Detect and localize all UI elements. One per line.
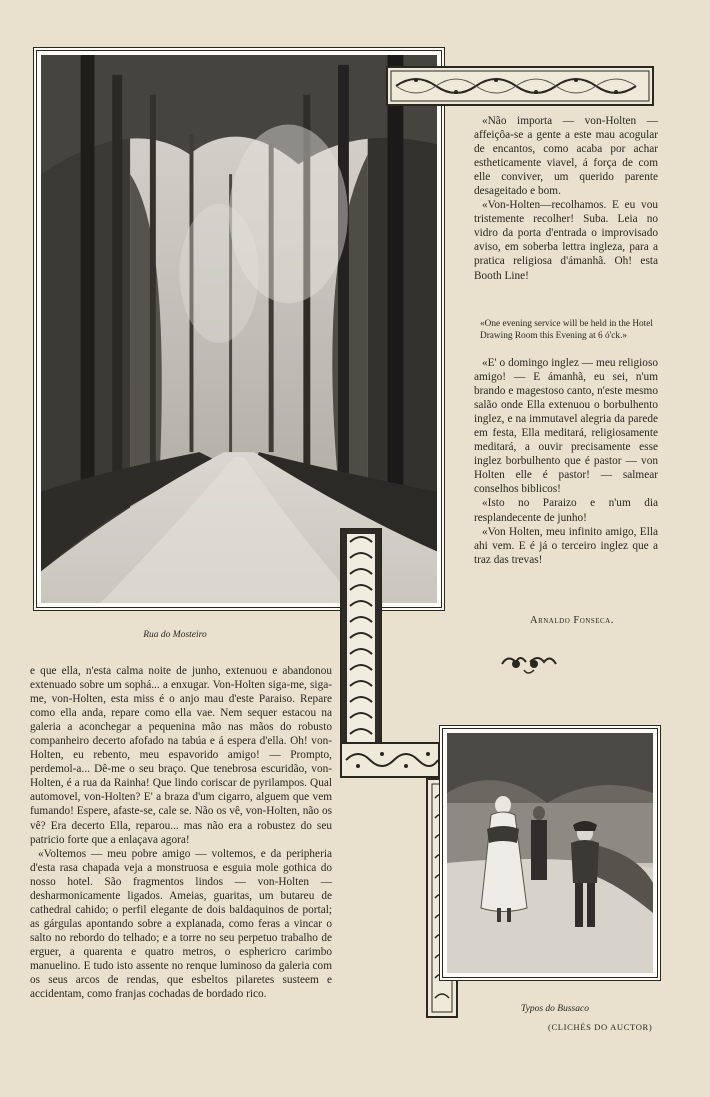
caption-bottom-photo: Typos do Bussaco xyxy=(521,1004,589,1014)
author-signature: Arnaldo Fonseca. xyxy=(530,615,614,626)
paragraph: «Von Holten, meu infinito amigo, Ella ahi vem. E é já o terceiro inglez que a traz das trevas! xyxy=(474,525,658,566)
ornament-top-banner xyxy=(386,66,654,106)
paragraph: «Von-Holten—recolhamos. E eu vou tristemente recolher! Suba. Leia no vidro da porta d'entrada o improvisado aviso, em soberba lettra ingleza, para a pratica religiosa d'ámanhã. Oh! esta Booth Line! xyxy=(474,199,658,282)
forest-road-image xyxy=(41,55,437,603)
right-column-text-2 xyxy=(474,356,658,567)
photo-typos-do-bussaco xyxy=(442,728,658,978)
villagers-image xyxy=(447,733,653,973)
ornament-rope-column xyxy=(340,528,382,748)
right-column-text-1 xyxy=(474,114,658,283)
caption-top-photo: Rua do Mosteiro xyxy=(143,630,207,640)
paragraph: «Não importa — von-Holten —affeiçôa-se a gente a este mau acogular de encantos, como acaba por achar estheticamente viavel, á força de com elle conviver, um querido parente desageitado e bom. xyxy=(474,115,658,198)
photo-credit: (CLICHÉS DO AUCTOR) xyxy=(548,1022,653,1032)
paragraph: «Isto no Paraizo e n'um dia resplandecente de junho! xyxy=(474,497,658,524)
paragraph: e que ella, n'esta calma noite de junho, extenuou e abandonou extenuado sobre um sophá... a enxugar. Von-Holten siga-me, siga-me, von-Holten, esta miss é o anjo mau d'este Paraiso. Repare como ella anda, repare como ella vae. Nem sequer estacou na galeria a aconchegar a pequenina mão nas mãos do robusto companheiro decerto afofado na tabúa e á espera d'ella. Oh! von-Holten, eu rebento, meu espavorido amigo! — Prompto, perdemol-a... Dê-me o seu braço. Que tenebrosa escuridão, von-Holten, é a rua da Rainha! Que lindo coriscar de pyrilampos. Qual automovel, von-Holten? E' a braza d'um cigarro, alguem que vem fumando! Espere, afaste-se, cale se. Não os vê, von-Holten, não os vê? Era decerto Ella, reparou... mas não era a robustez do seu patricio forte que a enlaçava agora! xyxy=(30,665,332,846)
paragraph: «Voltemos — meu pobre amigo — voltemos, e da peripheria d'esta rasa chapada veja a monstruosa e esguia mole gothica do nosso hotel. São fragmentos lindos — von-Holten — desharmonicamente ligados. Ameias, guaritas, um butareu de cathedral cahido; o perfil elegante de dois baldaquinos de portal; as gárgulas apontando sobre a explanada, como feras a vincar o salto no rebordo do telhado; e a torre no seu perpetuo trabalho de erguer, a quarenta e quatro metros, o esphericro carimbo manuelino. E tudo isto assente no renque luminoso da galeria com os seus arcos de rendas, que esbeltos pilaretes susteem e accidentam, como franjas cochadas de bordado rico. xyxy=(30,847,332,1001)
left-column-text xyxy=(30,664,332,1001)
ornament-middle-band xyxy=(340,742,440,778)
paragraph: «E' o domingo inglez — meu religioso amigo! — E ámanhã, eu sei, n'um brando e magestoso canto, n'este mesmo salão onde Ella extenuou o borbulhento inglez, e na immutavel alegria da parede em festa, Ella meditará, religiosamente meditará, a ouvir precisamente esse inglez borbulhento que é pastor — von Holten elle é pastor! — salmear conselhos biblicos! xyxy=(474,357,658,496)
hotel-notice: «One evening service will be held in the Hotel Drawing Room this Evening at 6 ó'ck.» xyxy=(480,319,653,341)
fleuron-divider xyxy=(494,650,564,680)
photo-rua-do-mosteiro xyxy=(36,50,442,608)
